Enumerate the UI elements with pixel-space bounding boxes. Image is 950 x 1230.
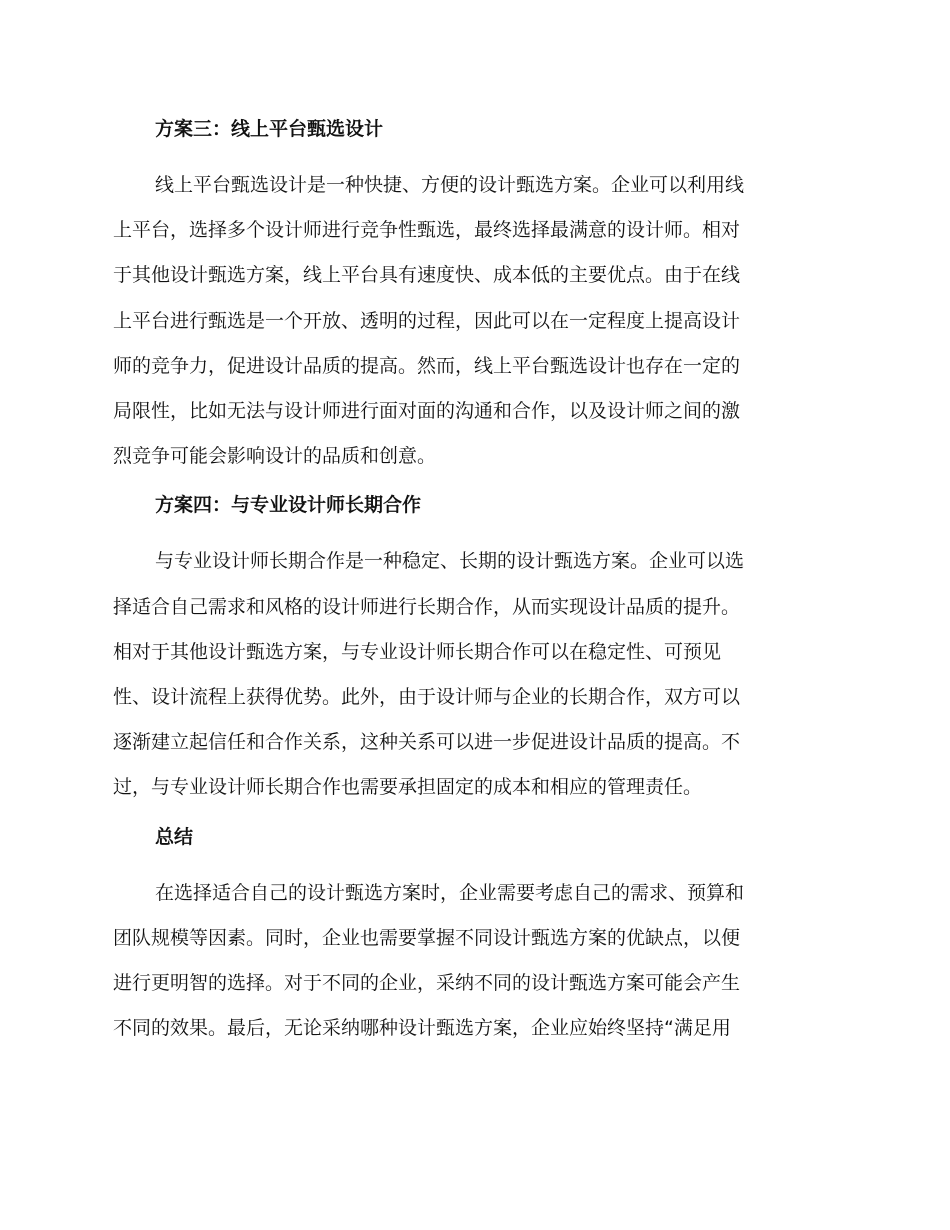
text-line: 相对于其他设计甄选方案，与专业设计师长期合作可以在稳定性、可预见	[113, 640, 722, 663]
section-body-summary	[113, 871, 832, 1052]
text-line: 上平台进行甄选是一个开放、透明的过程，因此可以在一定程度上提高设计	[113, 309, 741, 332]
text-line: 线上平台甄选设计是一种快捷、方便的设计甄选方案。企业可以利用线	[155, 174, 745, 196]
text-line: 在选择适合自己的设计甄选方案时，企业需要考虑自己的需求、预算和	[155, 881, 745, 904]
text-line: 择适合自己需求和风格的设计师进行长期合作，从而实现设计品质的提升。	[113, 595, 741, 618]
text-line: 性、设计流程上获得优势。此外，由于设计师与企业的长期合作，双方可以	[113, 686, 741, 709]
text-line: 烈竞争可能会影响设计的品质和创意。	[113, 445, 437, 468]
text-line: 与专业设计师长期合作是一种稳定、长期的设计甄选方案。企业可以选	[155, 550, 745, 573]
section-heading-summary: 总结	[155, 825, 194, 848]
text-line: 逐渐建立起信任和合作关系，这种关系可以进一步促进设计品质的提高。不	[113, 731, 741, 754]
text-line: 局限性，比如无法与设计师进行面对面的沟通和合作，以及设计师之间的激	[113, 400, 741, 423]
text-line: 上平台，选择多个设计师进行竞争性甄选，最终选择最满意的设计师。相对	[113, 219, 741, 242]
section-heading-plan-4: 方案四：与专业设计师长期合作	[155, 494, 422, 517]
text-line: 不同的效果。最后，无论采纳哪种设计甄选方案，企业应始终坚持“满足用	[113, 1017, 731, 1040]
text-line: 进行更明智的选择。对于不同的企业，采纳不同的设计甄选方案可能会产生	[113, 972, 741, 995]
document-page	[113, 113, 832, 1061]
text-line: 团队规模等因素。同时，企业也需要掌握不同设计甄选方案的优缺点，以便	[113, 926, 741, 949]
section-body-plan-3	[113, 163, 832, 479]
text-line: 师的竞争力，促进设计品质的提高。然而，线上平台甄选设计也存在一定的	[113, 354, 741, 377]
text-line: 过，与专业设计师长期合作也需要承担固定的成本和相应的管理责任。	[113, 776, 703, 799]
section-heading-plan-3: 方案三：线上平台甄选设计	[155, 118, 384, 140]
section-body-plan-4	[113, 539, 832, 810]
text-line: 于其他设计甄选方案，线上平台具有速度快、成本低的主要优点。由于在线	[113, 264, 741, 287]
